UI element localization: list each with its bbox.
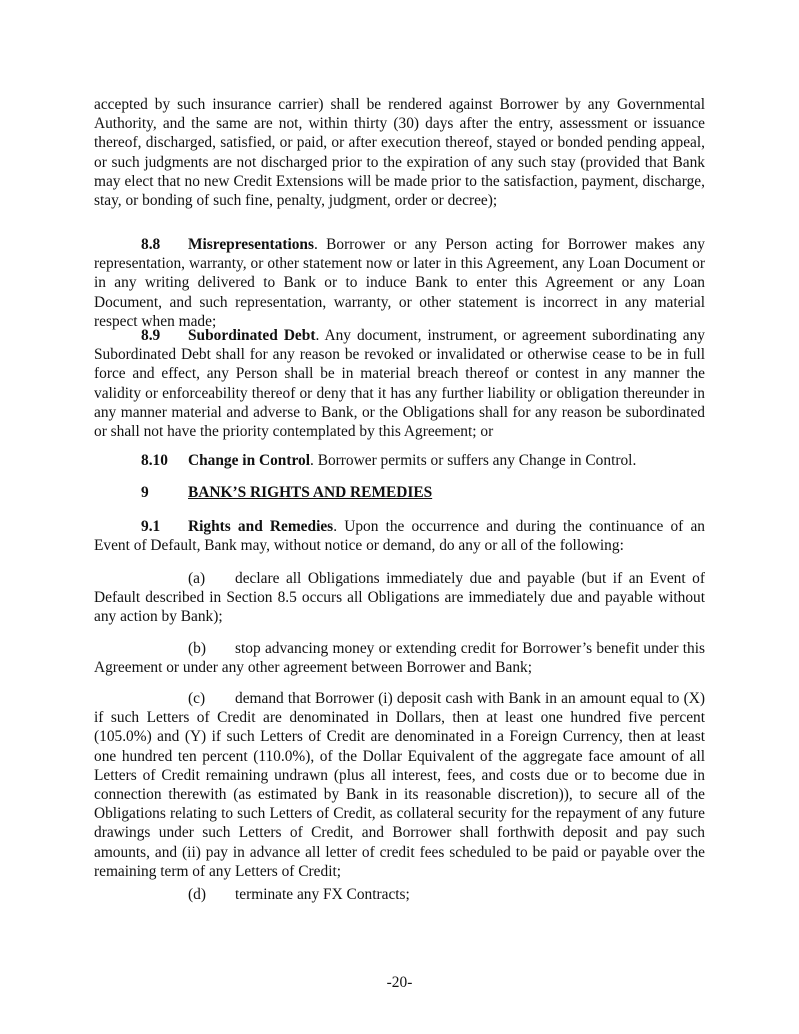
section-text: . Borrower or any Person acting for Borrower makes any representation, warranty, or other statement now or later in this Agreement, any Loan Document or in any writing delivered to Bank or to induce Bank to enter this Agreement or any Loan Document, and such representation, warranty, or other statement is incorrect in any material respect when made; — [94, 236, 705, 330]
list-item-label: (c) — [188, 690, 206, 707]
section-title: Change in Control — [188, 452, 311, 469]
page-number: -20- — [386, 974, 413, 991]
article-number: 9 — [141, 484, 149, 501]
section-8-9 — [94, 326, 705, 441]
section-8-10 — [94, 451, 705, 470]
section-number: 8.9 — [141, 327, 161, 344]
section-number: 8.10 — [141, 452, 168, 469]
section-8-8 — [94, 235, 705, 331]
list-item-label: (b) — [188, 640, 206, 657]
section-title: Subordinated Debt — [188, 327, 316, 344]
list-item-label: (a) — [188, 570, 206, 587]
section-text: . Borrower permits or suffers any Change in Control. — [310, 452, 637, 469]
section-title: Rights and Remedies — [188, 518, 334, 535]
article-9-heading — [94, 483, 705, 502]
section-text: . Any document, instrument, or agreement subordinating any Subordinated Debt shall for any reason be revoked or invalidated or otherwise cease to be in full force and effect, any Person shall be in material breach thereof or contest in any manner the validity or enforceability thereof or deny that it has any further liability or obligation thereunder in any manner material and adverse to Bank, or the Obligations shall for any reason be subordinated or shall not have the priority contemplated by this Agreement; or — [94, 327, 705, 441]
list-item-d — [94, 885, 705, 904]
list-item-a — [94, 569, 705, 627]
list-item-text: stop advancing money or extending credit for Borrower’s benefit under this Agreement or under any other agreement between Borrower and Bank; — [94, 640, 705, 677]
article-title: BANK’S RIGHTS AND REMEDIES — [188, 484, 433, 501]
list-item-b — [94, 639, 705, 677]
list-item-c — [94, 689, 705, 881]
list-item-text: demand that Borrower (i) deposit cash with Bank in an amount equal to (X) if such Letters of Credit are denominated in Dollars, then at least one hundred five percent (105.0%) and (Y) if such Letters of Credit are denominated in a Foreign Currency, then at least one hundred ten percent (110.0%), of the Dollar Equivalent of the aggregate face amount of all Letters of Credit remaining undrawn (plus all interest, fees, and costs due or to become due in connection therewith (as estimated by Bank in its reasonable discretion)), to secure all of the Obligations relating to such Letters of Credit, as collateral security for the repayment of any future drawings under such Letters of Credit, and Borrower shall forthwith deposit and pay such amounts, and (ii) pay in advance all letter of credit fees scheduled to be paid or payable over the remaining term of any Letters of Credit; — [94, 690, 705, 880]
section-9-1 — [94, 517, 705, 555]
list-item-label: (d) — [188, 886, 206, 903]
section-text: . Upon the occurrence and during the continuance of an Event of Default, Bank may, without notice or demand, do any or all of the following: — [94, 518, 705, 555]
continuation-paragraph — [94, 95, 705, 210]
list-item-text: terminate any FX Contracts; — [235, 886, 410, 903]
section-title: Misrepresentations — [188, 236, 314, 253]
continuation-text: accepted by such insurance carrier) shall be rendered against Borrower by any Governmental Authority, and the same are not, within thirty (30) days after the entry, assessment or issuance thereof, discharged, satisfied, or paid, or after execution thereof, stayed or bonded pending appeal, or such judgments are not discharged prior to the expiration of any such stay (provided that Bank may elect that no new Credit Extensions will be made prior to the satisfaction, payment, discharge, stay, or bonding of such fine, penalty, judgment, order or decree); — [94, 96, 705, 210]
list-item-text: declare all Obligations immediately due and payable (but if an Event of Default described in Section 8.5 occurs all Obligations are immediately due and payable without any action by Bank); — [94, 570, 705, 626]
section-number: 9.1 — [141, 518, 161, 535]
section-number: 8.8 — [141, 236, 161, 253]
